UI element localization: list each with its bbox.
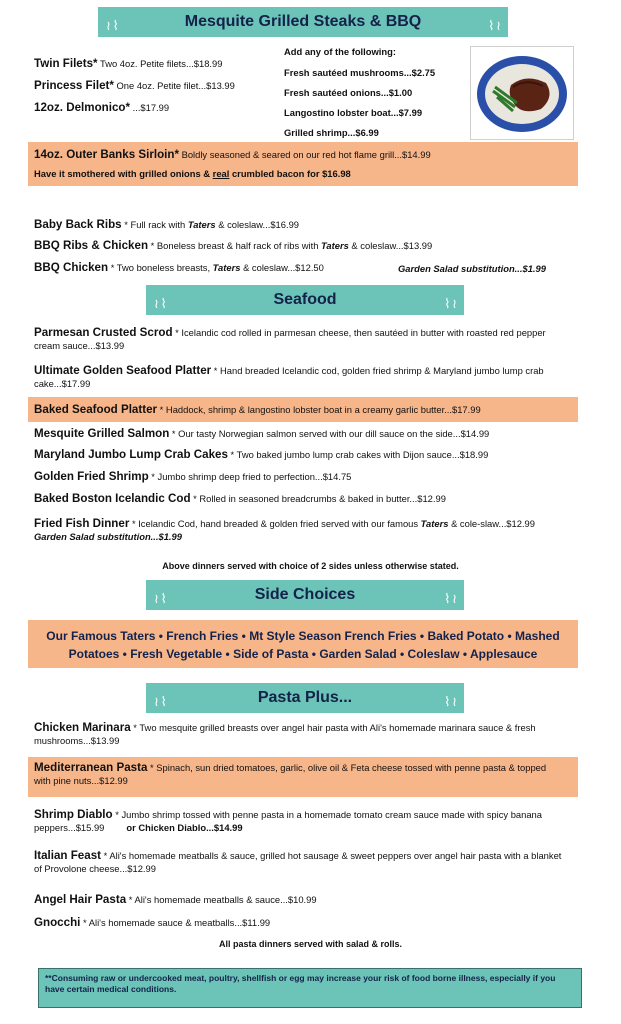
item-name: BBQ Ribs & Chicken bbox=[34, 239, 149, 252]
section-banner-sides bbox=[146, 580, 464, 610]
taters-label: Taters bbox=[321, 240, 349, 251]
sides-line: Potatoes • Fresh Vegetable • Side of Pasta • Garden Salad • Coleslaw • Applesauce bbox=[68, 647, 538, 661]
pasta-note: All pasta dinners served with salad & rolls. bbox=[218, 939, 403, 949]
taters-label: Taters bbox=[212, 262, 241, 273]
addons-title: Add any of the following: bbox=[284, 46, 396, 57]
item-desc: * Rolled in seasoned breadcrumbs & baked in butter...$12.99 bbox=[190, 493, 446, 504]
item-desc: * Full rack with bbox=[121, 219, 188, 230]
menu-item bbox=[34, 449, 488, 461]
section-banner-seafood bbox=[146, 285, 464, 315]
item-desc: ...$17.99 bbox=[130, 102, 170, 113]
item-name: Gnocchi bbox=[34, 916, 81, 929]
item-name: Baked Boston Icelandic Cod bbox=[34, 492, 191, 505]
item-desc: & coleslaw...$13.99 bbox=[348, 240, 433, 251]
item-desc: * Icelandic cod rolled in parmesan cheese, then sautéed in butter with roasted red pepper cream sauce...$13.99 bbox=[34, 327, 546, 351]
item-name: Angel Hair Pasta bbox=[34, 893, 127, 906]
section-title-pasta: Pasta Plus... bbox=[257, 689, 353, 706]
item-desc: * Ali's homemade meatballs & sauce...$10.99 bbox=[126, 894, 317, 905]
menu-item bbox=[34, 917, 270, 929]
menu-item bbox=[34, 80, 235, 92]
sirloin-option-text: Have it smothered with grilled onions & bbox=[34, 168, 213, 179]
addon-item: Fresh sautéed onions...$1.00 bbox=[284, 87, 413, 98]
item-desc: * Ali's homemade meatballs & sauce, grilled hot sausage & sweet peppers over angel hair pasta with a blanket of Provolone cheese...$12.99 bbox=[34, 850, 562, 874]
menu-item bbox=[34, 849, 564, 875]
section-banner-pasta bbox=[146, 683, 464, 713]
item-name: BBQ Chicken bbox=[34, 261, 109, 274]
item-name: Fried Fish Dinner bbox=[34, 517, 130, 530]
garden-salad-sub: Garden Salad substitution...$1.99 bbox=[398, 263, 546, 274]
item-desc: * Jumbo shrimp tossed with penne pasta in a homemade tomato cream sauce made with spicy banana peppers...$15.99 bbox=[34, 809, 542, 833]
item-desc: * Boneless breast & half rack of ribs with bbox=[148, 240, 322, 251]
item-desc: * Icelandic Cod, hand breaded & golden fried served with our famous bbox=[129, 518, 421, 529]
menu-item bbox=[34, 761, 554, 787]
squiggle-icon: ⌇ ≀ bbox=[444, 694, 456, 709]
menu-item bbox=[34, 102, 169, 114]
item-desc: & coleslaw...$12.50 bbox=[240, 262, 324, 273]
squiggle-icon: ≀ ⌇ bbox=[154, 296, 166, 311]
squiggle-icon: ⌇ ≀ bbox=[444, 591, 456, 606]
squiggle-icon: ≀ ⌇ bbox=[154, 694, 166, 709]
menu-item bbox=[34, 219, 299, 231]
item-desc: * Two baked jumbo lump crab cakes with Dijon sauce...$18.99 bbox=[227, 449, 489, 460]
squiggle-icon: ⌇ ≀ bbox=[444, 296, 456, 311]
item-desc: * Two mesquite grilled breasts over angel hair pasta with Ali's homemade marinara sauce & fresh mushrooms...$13.99 bbox=[34, 722, 536, 746]
item-desc: Two 4oz. Petite filets...$18.99 bbox=[97, 58, 223, 69]
item-desc: * Our tasty Norwegian salmon served with our dill sauce on the side...$14.99 bbox=[169, 428, 490, 439]
menu-item bbox=[34, 262, 324, 274]
item-name: Mediterranean Pasta bbox=[34, 761, 148, 774]
menu-item bbox=[34, 58, 222, 70]
item-name: 14oz. Outer Banks Sirloin* bbox=[34, 148, 179, 161]
menu-item bbox=[34, 517, 554, 543]
steak-plate-photo bbox=[470, 46, 574, 140]
item-name: Parmesan Crusted Scrod bbox=[34, 326, 173, 339]
item-name: 12oz. Delmonico* bbox=[34, 101, 130, 114]
plate-icon bbox=[471, 47, 573, 139]
menu-item bbox=[34, 326, 574, 352]
item-desc: * Two boneless breasts, bbox=[108, 262, 213, 273]
item-name: Twin Filets* bbox=[34, 57, 98, 70]
item-name: Mesquite Grilled Salmon bbox=[34, 427, 170, 440]
item-name: Ultimate Golden Seafood Platter bbox=[34, 364, 212, 377]
item-name: Chicken Marinara bbox=[34, 721, 131, 734]
menu-item bbox=[34, 471, 351, 483]
item-desc: * Spinach, sun dried tomatoes, garlic, olive oil & Feta cheese tossed with penne pasta & topped with pine nuts...$12.99 bbox=[34, 762, 547, 786]
taters-label: Taters bbox=[420, 518, 449, 529]
item-desc: & coleslaw...$16.99 bbox=[215, 219, 299, 230]
menu-item bbox=[34, 721, 554, 747]
menu-item bbox=[34, 240, 432, 252]
addon-item: Fresh sautéed mushrooms...$2.75 bbox=[284, 67, 436, 78]
addon-item: Grilled shrimp...$6.99 bbox=[284, 127, 379, 138]
section-title-steaks: Mesquite Grilled Steaks & BBQ bbox=[184, 13, 422, 30]
section-banner-steaks bbox=[98, 7, 508, 37]
menu-item bbox=[34, 493, 446, 505]
food-safety-warning bbox=[38, 968, 582, 1008]
squiggle-icon: ⌇ ≀ bbox=[488, 18, 500, 33]
item-name: Golden Fried Shrimp bbox=[34, 470, 149, 483]
item-name: Italian Feast bbox=[34, 849, 102, 862]
item-name: Princess Filet* bbox=[34, 79, 114, 92]
sides-line: Our Famous Taters • French Fries • Mt Style Season French Fries • Baked Potato • Mashed bbox=[46, 629, 560, 643]
squiggle-icon: ≀ ⌇ bbox=[154, 591, 166, 606]
menu-item bbox=[34, 428, 489, 440]
taters-label: Taters bbox=[187, 219, 216, 230]
addon-item: Langostino lobster boat...$7.99 bbox=[284, 107, 423, 118]
dinner-note: Above dinners served with choice of 2 sides unless otherwise stated. bbox=[162, 561, 459, 571]
item-name: Maryland Jumbo Lump Crab Cakes bbox=[34, 448, 228, 461]
sirloin-option-price: crumbled bacon for $16.98 bbox=[229, 168, 351, 179]
item-desc: * Ali's homemade sauce & meatballs...$11.99 bbox=[80, 917, 271, 928]
item-name: Baked Seafood Platter bbox=[34, 403, 158, 416]
menu-item bbox=[34, 808, 574, 834]
item-desc: & cole-slaw...$12.99 bbox=[448, 518, 535, 529]
item-desc: * Jumbo shrimp deep fried to perfection...$14.75 bbox=[148, 471, 352, 482]
warning-text: **Consuming raw or undercooked meat, poultry, shellfish or egg may increase your risk of food borne illness, especially if you have certain medical conditions. bbox=[45, 973, 556, 994]
menu-item bbox=[34, 894, 317, 906]
section-title-sides: Side Choices bbox=[254, 586, 356, 603]
menu-item-sirloin bbox=[34, 149, 431, 161]
item-name: Baby Back Ribs bbox=[34, 218, 122, 231]
item-desc: * Hand breaded Icelandic cod, golden fried shrimp & Maryland jumbo lump crab cake...$17.99 bbox=[34, 365, 544, 389]
diablo-alt: or Chicken Diablo...$14.99 bbox=[126, 822, 243, 833]
sirloin-option-real: real bbox=[212, 168, 230, 179]
squiggle-icon: ≀ ⌇ bbox=[106, 18, 118, 33]
item-desc: * Haddock, shrimp & langostino lobster boat in a creamy garlic butter...$17.99 bbox=[157, 404, 481, 415]
garden-salad-sub: Garden Salad substitution...$1.99 bbox=[34, 531, 182, 542]
menu-item bbox=[34, 364, 574, 390]
section-title-seafood: Seafood bbox=[273, 291, 337, 308]
item-name: Shrimp Diablo bbox=[34, 808, 113, 821]
sirloin-option bbox=[34, 168, 351, 180]
item-desc: Boldly seasoned & seared on our red hot flame grill...$14.99 bbox=[178, 149, 431, 160]
item-desc: One 4oz. Petite filet...$13.99 bbox=[113, 80, 235, 91]
menu-item bbox=[34, 404, 481, 416]
